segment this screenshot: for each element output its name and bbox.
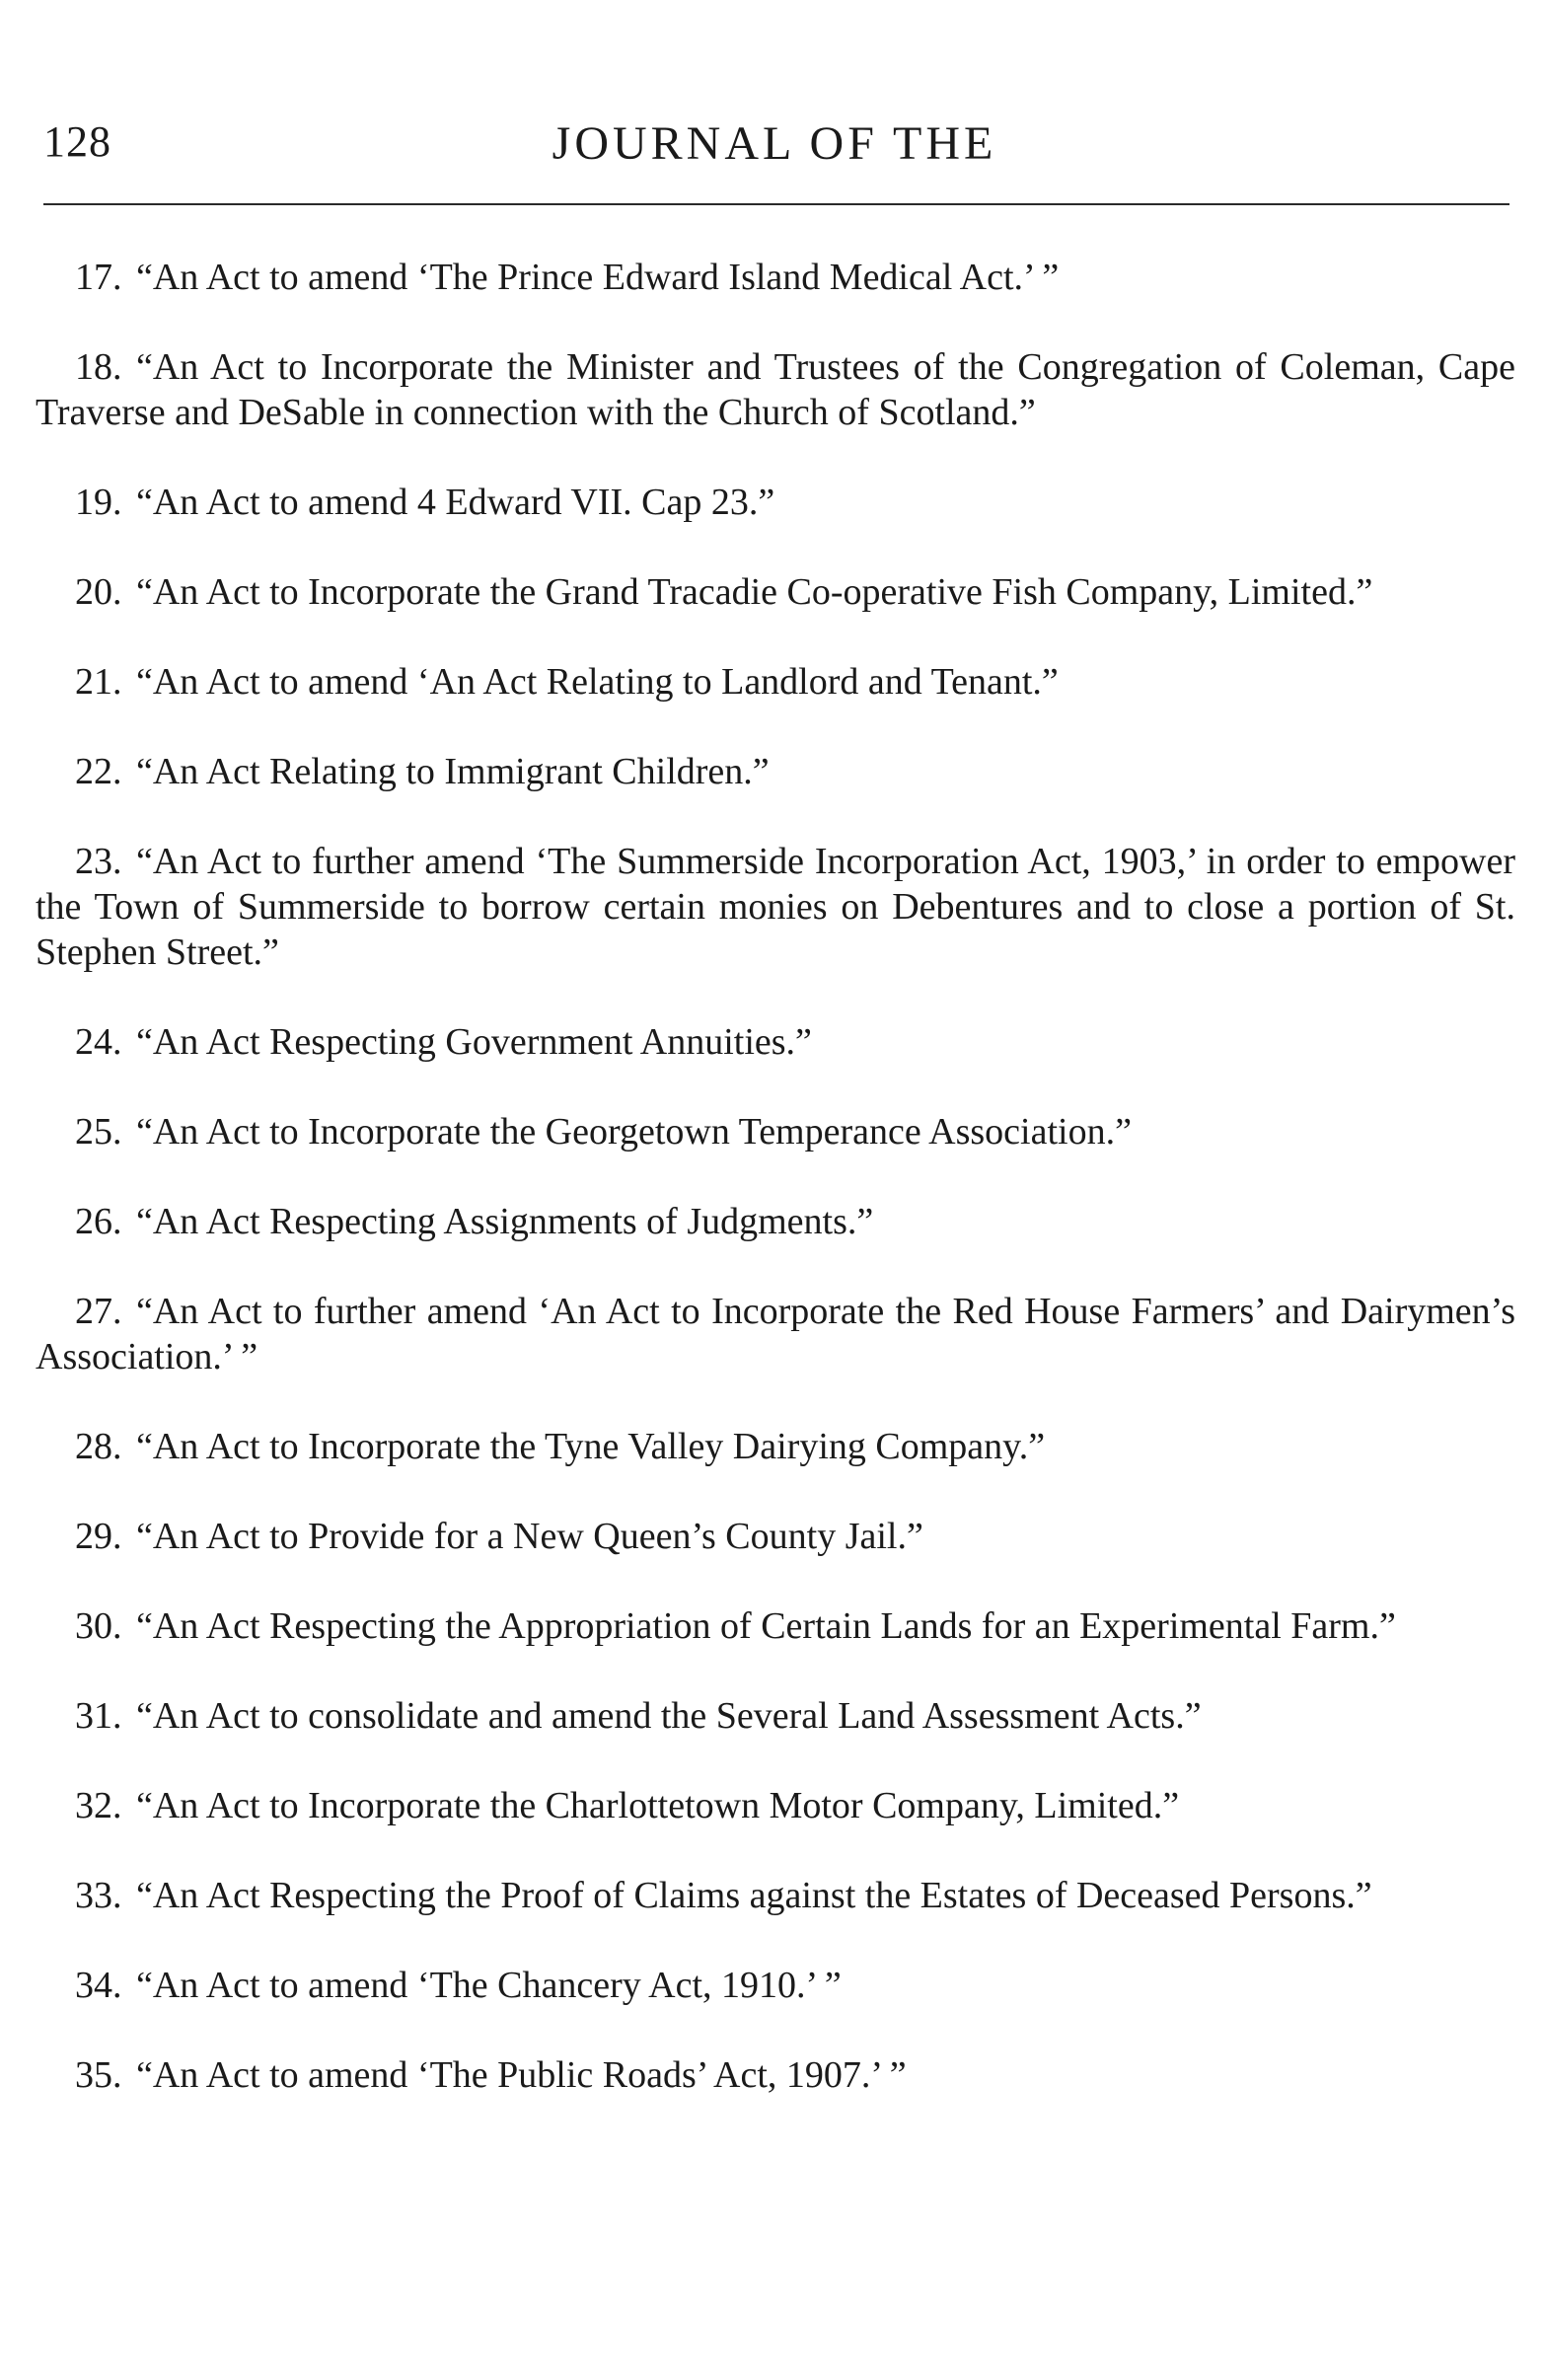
act-entry [36,659,1515,705]
act-title: “An Act to Incorporate the Tyne Valley Dairying Company.” [136,1426,1046,1467]
act-title: “An Act Respecting the Appropriation of Certain Lands for an Experimental Farm.” [136,1605,1396,1647]
act-entry [36,749,1515,794]
act-number: 24. [75,1021,122,1063]
act-entry [36,839,1515,975]
act-entry [36,1873,1515,1918]
act-entry [36,1783,1515,1828]
act-title: “An Act to amend ‘The Prince Edward Island Medical Act.’ ” [136,257,1060,298]
act-title: “An Act Respecting Assignments of Judgments.” [136,1201,874,1242]
act-entry [36,255,1515,300]
act-number: 23. [75,841,122,882]
act-entry [36,1963,1515,2008]
act-number: 19. [75,482,122,523]
act-title: “An Act Respecting the Proof of Claims against the Estates of Deceased Persons.” [136,1875,1372,1916]
act-entry [36,1289,1515,1379]
act-entry [36,1693,1515,1739]
act-title: “An Act to amend ‘The Chancery Act, 1910.’ ” [136,1965,842,2006]
act-title: “An Act Respecting Government Annuities.” [136,1021,812,1063]
acts-list [36,255,1515,2142]
act-entry [36,1019,1515,1065]
act-entry [36,1199,1515,1244]
act-number: 18. [75,346,122,388]
act-number: 21. [75,661,122,703]
act-number: 28. [75,1426,122,1467]
act-entry [36,2052,1515,2098]
act-title: “An Act to Incorporate the Charlottetown Motor Company, Limited.” [136,1785,1180,1826]
act-entry [36,344,1515,435]
act-title: “An Act to amend 4 Edward VII. Cap 23.” [136,482,775,523]
act-title: “An Act to amend ‘An Act Relating to Landlord and Tenant.” [136,661,1059,703]
act-entry [36,1109,1515,1154]
act-title: “An Act to Incorporate the Minister and Trustees of the Congregation of Coleman, Cape Traverse and DeSable in connection with the Church of Scotland.” [36,346,1515,433]
act-title: “An Act Relating to Immigrant Children.” [136,751,770,792]
act-number: 30. [75,1605,122,1647]
act-entry [36,1424,1515,1469]
act-number: 27. [75,1291,122,1332]
act-title: “An Act to further amend ‘The Summerside Incorporation Act, 1903,’ in order to empower the Town of Summerside to borrow certain monies on Debentures and to close a portion of St. Stephen Street.” [36,841,1515,973]
act-title: “An Act to amend ‘The Public Roads’ Act, 1907.’ ” [136,2054,907,2096]
act-title: “An Act to Incorporate the Grand Tracadie Co-operative Fish Company, Limited.” [136,571,1373,613]
act-title: “An Act to Incorporate the Georgetown Temperance Association.” [136,1111,1132,1153]
page-header [43,116,1506,186]
act-number: 34. [75,1965,122,2006]
act-entry [36,480,1515,525]
act-number: 35. [75,2054,122,2096]
act-number: 20. [75,571,122,613]
act-number: 33. [75,1875,122,1916]
act-title: “An Act to further amend ‘An Act to Incorporate the Red House Farmers’ and Dairymen’s Association.’ ” [36,1291,1515,1377]
act-entry [36,1603,1515,1649]
page-number: 128 [43,117,111,166]
act-entry [36,1514,1515,1559]
act-number: 17. [75,257,122,298]
header-rule [43,203,1509,205]
act-title: “An Act to consolidate and amend the Several Land Assessment Acts.” [136,1695,1202,1737]
act-title: “An Act to Provide for a New Queen’s County Jail.” [136,1516,923,1557]
act-number: 25. [75,1111,122,1153]
act-number: 22. [75,751,122,792]
act-number: 26. [75,1201,122,1242]
running-title: JOURNAL OF THE [552,117,997,170]
act-number: 31. [75,1695,122,1737]
act-number: 29. [75,1516,122,1557]
act-entry [36,569,1515,615]
act-number: 32. [75,1785,122,1826]
